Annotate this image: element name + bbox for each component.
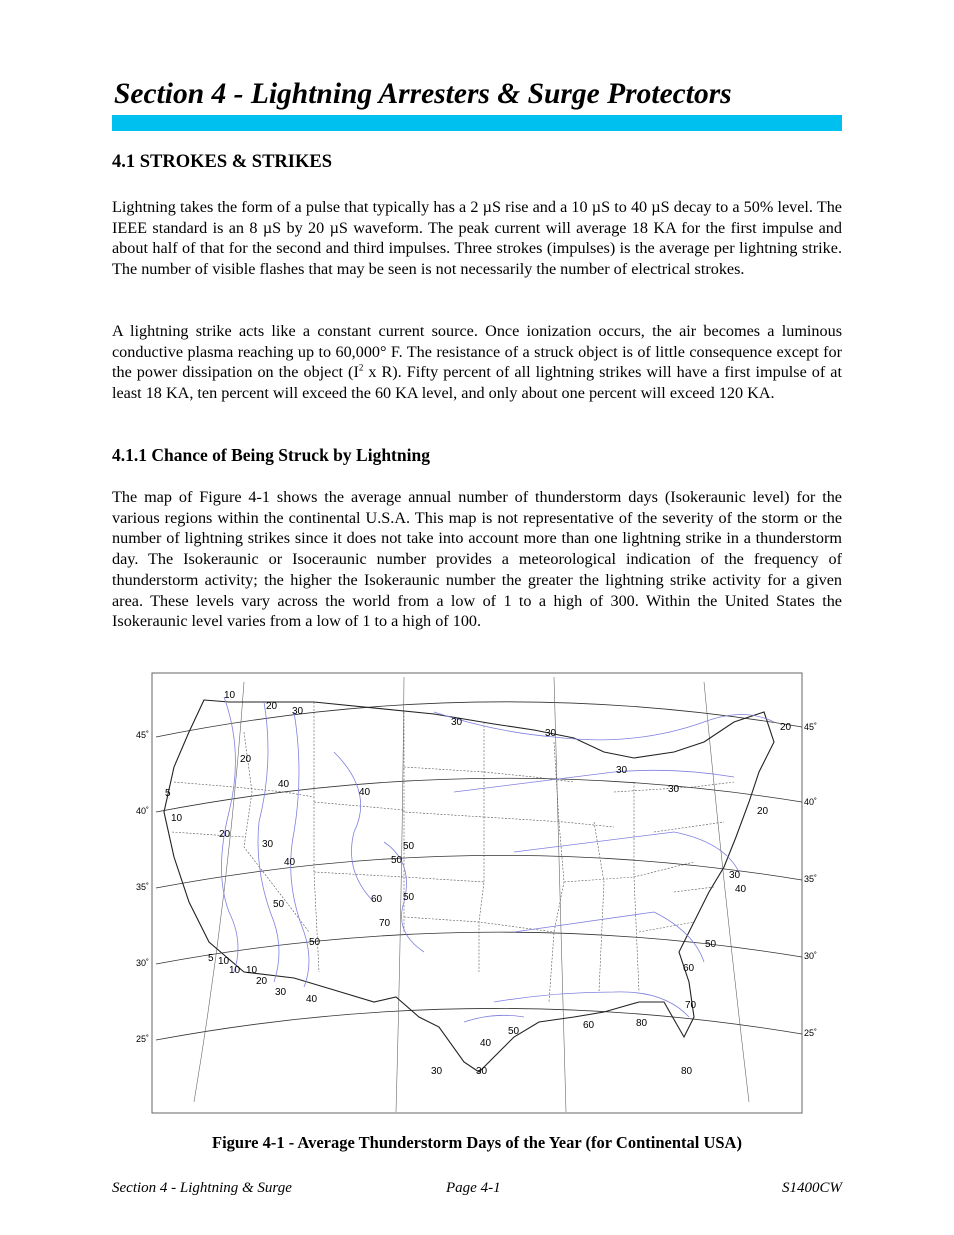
- contour-label: 10: [229, 965, 241, 976]
- map-frame: [152, 673, 802, 1113]
- lat-labels-left: [136, 730, 149, 1044]
- title-accent-bar: [112, 115, 842, 131]
- contour-label: 60: [683, 963, 695, 974]
- contour-label: 30: [476, 1066, 488, 1077]
- footer-section: Section 4 - Lightning & Surge: [112, 1180, 292, 1196]
- section-heading: 4.1 STROKES & STRIKES: [112, 152, 333, 172]
- contour-label: 60: [583, 1020, 595, 1031]
- paragraph-strike: [112, 321, 842, 404]
- contour-label: 30: [668, 784, 680, 795]
- contour-label: 30: [616, 765, 628, 776]
- contour-label: 40: [306, 994, 318, 1005]
- contour-label: 50: [508, 1026, 520, 1037]
- lat-label-right-40: 40˚: [804, 797, 818, 807]
- footer-model: S1400CW: [782, 1180, 842, 1196]
- contour-label: 40: [735, 884, 747, 895]
- contour-label: 20: [266, 701, 278, 712]
- figure-caption: Figure 4-1 - Average Thunderstorm Days of the Year (for Continental USA): [212, 1133, 742, 1152]
- lat-label-left-45: 45˚: [136, 730, 150, 740]
- subsection-heading: 4.1.1 Chance of Being Struck by Lightning: [112, 445, 430, 465]
- lat-label-left-25: 25˚: [136, 1034, 150, 1044]
- contour-label: 10: [224, 690, 236, 701]
- contour-label: 50: [705, 939, 717, 950]
- paragraph-strike-part-b: x R). Fifty percent of all lightning strikes will have a first impulse of at least 18 KA, ten percent will exceed the 60 KA level, and only about one percent will exceed 120 KA.: [112, 363, 842, 403]
- contour-label: 50: [273, 899, 285, 910]
- lat-label-right-30: 30˚: [804, 951, 818, 961]
- contour-label: 10: [218, 956, 230, 967]
- paragraph-strike-part-a: A lightning strike acts like a constant current source. Once ionization occurs, the air becomes a luminous conductive plasma reaching up to 60,000° F. The resistance of a struck object is of little consequence except for the power dissipation on the object (I: [112, 322, 842, 382]
- contour-label: 5: [208, 953, 214, 964]
- contour-label: 20: [256, 976, 268, 987]
- contour-label: 50: [309, 937, 321, 948]
- lat-labels-right: [804, 722, 817, 1038]
- contour-label: 50: [403, 841, 415, 852]
- thunderstorm-map: [134, 672, 824, 1114]
- paragraph-waveform: Lightning takes the form of a pulse that typically has a 2 µS rise and a 10 µS to 40 µS decay to a 50% level. The IEEE standard is an 8 µS by 20 µS waveform. The peak current will average 18 KA for the first impulse and about half of that for the second and third impulses. Three strokes (impulses) is the average per lightning strike. The number of visible flashes that may be seen is not necessarily the number of electrical strokes.: [112, 198, 842, 279]
- contour-label: 30: [545, 728, 557, 739]
- lat-label-left-35: 35˚: [136, 882, 150, 892]
- contour-label: 40: [284, 857, 296, 868]
- contour-label: 80: [636, 1018, 648, 1029]
- contour-label: 70: [379, 918, 391, 929]
- contour-label: 30: [451, 717, 463, 728]
- contour-label: 70: [685, 1000, 697, 1011]
- superscript-2: 2: [358, 363, 364, 374]
- contour-label: 30: [292, 706, 304, 717]
- lat-label-right-45: 45˚: [804, 722, 818, 732]
- contour-label: 30: [431, 1066, 443, 1077]
- contour-label: 40: [480, 1038, 492, 1049]
- contour-label: 60: [371, 894, 383, 905]
- page-title: Section 4 - Lightning Arresters & Surge Protectors: [114, 78, 732, 110]
- contour-label: 20: [780, 722, 792, 733]
- contour-label: 30: [275, 987, 287, 998]
- contour-label: 30: [729, 870, 741, 881]
- paragraph-isokeraunic: The map of Figure 4-1 shows the average annual number of thunderstorm days (Isokeraunic level) for the various regions within the continental U.S.A. This map is not representative of the severity of the storm or the number of lightning strikes since it does not take into account more than one lightning strike in a thunderstorm day. The Isokeraunic or Isoceraunic number provides a meteorological indication of the frequency of thunderstorm activity; the higher the Isokeraunic number the greater the lightning strike activity for a given area. These levels vary across the world from a low of 1 to a high of 300. Within the United States the Isokeraunic level varies from a low of 1 to a high of 100.: [112, 488, 842, 631]
- contour-label: 20: [219, 829, 231, 840]
- contour-label: 5: [165, 788, 171, 799]
- contour-label: 30: [262, 839, 274, 850]
- contour-label: 50: [391, 855, 403, 866]
- contour-label: 10: [171, 813, 183, 824]
- contour-label: 50: [403, 892, 415, 903]
- lat-label-left-30: 30˚: [136, 958, 150, 968]
- contour-label: 40: [359, 787, 371, 798]
- contour-label: 20: [757, 806, 769, 817]
- contour-label: 80: [681, 1066, 693, 1077]
- footer-page-number: Page 4-1: [446, 1180, 501, 1196]
- lat-label-left-40: 40˚: [136, 806, 150, 816]
- lat-label-right-25: 25˚: [804, 1028, 818, 1038]
- contour-label: 20: [240, 754, 252, 765]
- lat-label-right-35: 35˚: [804, 874, 818, 884]
- contour-label: 40: [278, 779, 290, 790]
- contour-label: 10: [246, 965, 258, 976]
